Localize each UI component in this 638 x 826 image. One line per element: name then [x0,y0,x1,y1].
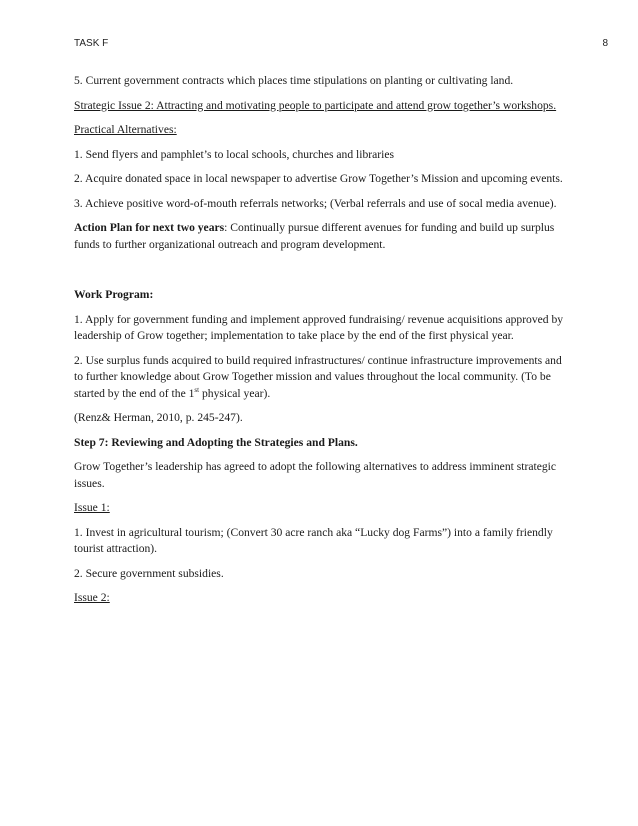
ordinal-superscript: st [194,385,200,394]
step-7-heading: Step 7: Reviewing and Adopting the Strategies and Plans. [74,435,358,449]
work-program-item-2-end: physical year). [199,386,271,400]
alternative-3: 3. Achieve positive word-of-mouth referrals networks; (Verbal referrals and use of socal media avenue). [74,196,557,210]
action-plan-label: Action Plan for next two years [74,221,225,234]
action-plan-text: : Continually pursue different avenues for funding and build up surplus funds to further organizational outreach and program development. [74,221,555,251]
alternative-2: 2. Acquire donated space in local newspaper to advertise Grow Together’s Mission and upcoming events. [74,172,563,185]
action-plan-paragraph [74,220,570,253]
document-body [74,73,570,615]
issue-1-heading: Issue 1: [74,501,110,514]
page-header [74,38,608,52]
work-program-heading: Work Program: [74,288,154,301]
task-label: TASK F [74,38,109,49]
issue-2-heading: Issue 2: [74,591,110,604]
work-program-item-2 [74,353,570,403]
alternative-1: 1. Send flyers and pamphlet’s to local schools, churches and libraries [74,147,395,161]
practical-alternatives-heading: Practical Alternatives: [74,123,177,136]
citation: (Renz& Herman, 2010, p. 245-247). [74,411,243,424]
strategic-issue-2-heading: Strategic Issue 2: Attracting and motivating people to participate and attend grow together’s workshops. [74,98,557,112]
work-program-item-2-text: 2. Use surplus funds acquired to build required infrastructures/ continue infrastructure improvements and to further knowledge about Grow Together mission and values throughout the local community. (To be started by the end of the 1 [74,353,562,400]
page-number: 8 [602,38,608,49]
paragraph-current-contracts: 5. Current government contracts which places time stipulations on planting or cultivating land. [74,74,514,87]
section-spacer [74,261,570,287]
work-program-item-1: 1. Apply for government funding and implement approved fundraising/ revenue acquisitions approved by leadership of Grow together; implementation to take place by the end of the first physical year. [74,312,564,342]
issue-1-item-1: 1. Invest in agricultural tourism; (Convert 30 acre ranch aka “Lucky dog Farms”) into a family friendly tourist attraction). [74,525,553,555]
leadership-paragraph: Grow Together’s leadership has agreed to adopt the following alternatives to address imminent strategic issues. [74,460,557,490]
issue-1-item-2: 2. Secure government subsidies. [74,566,224,580]
